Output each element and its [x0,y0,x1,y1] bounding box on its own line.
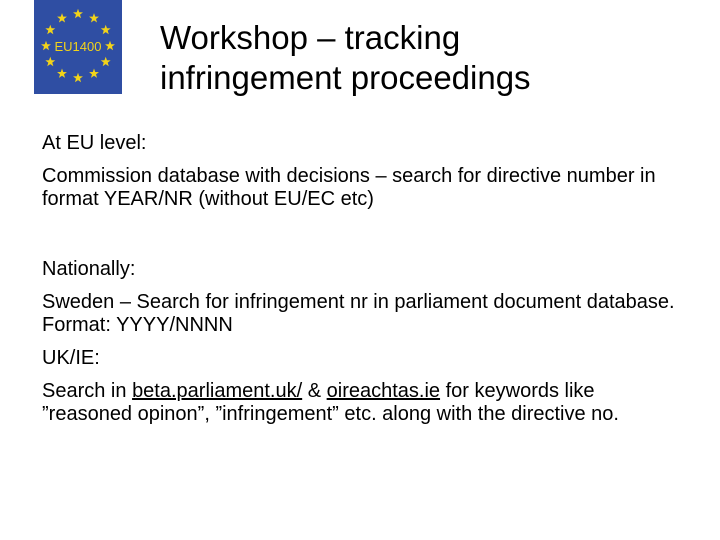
ampersand: & [307,380,322,402]
eu-level-text: Commission database with decisions – search for directive number in format YEAR/NR (without EU/EC etc) [42,165,656,210]
page-title [160,18,700,98]
eu1400-logo [34,0,122,94]
sweden-text: Sweden – Search for infringement nr in parliament document database. Format: YYYY/NNNN [42,291,675,336]
uk-ie-search-text [42,380,682,426]
uk-ie-heading: UK/IE: [42,347,100,369]
eu-level-heading: At EU level: [42,132,147,154]
eu-stars-icon [34,0,122,94]
search-suffix: for keywords like ”reasoned opinon”, ”infringement” etc. along with the directive no. [42,380,619,425]
search-prefix: Search in [42,380,127,402]
logo-label: EU1400 [54,39,102,54]
title-line-1: Workshop – tracking [160,19,461,56]
oireachtas-link[interactable]: oireachtas.ie [326,380,441,402]
slide-body [42,132,682,426]
parliament-uk-link[interactable]: beta.parliament.uk/ [132,380,303,402]
title-line-2: infringement proceedings [160,59,531,96]
nationally-heading: Nationally: [42,258,136,280]
